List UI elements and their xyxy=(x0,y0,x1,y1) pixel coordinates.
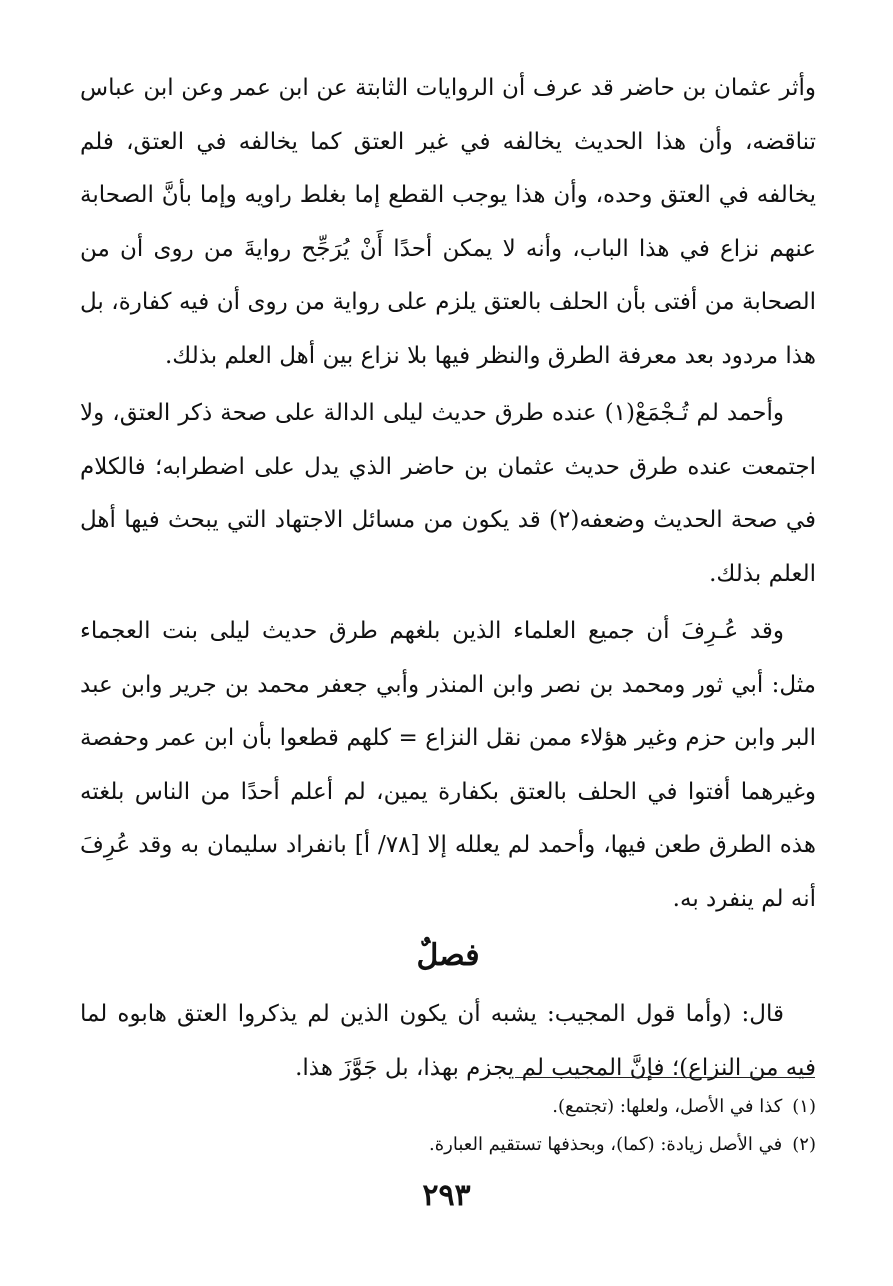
footnote-1 xyxy=(80,1088,816,1126)
footnote-text: في الأصل زيادة: (كما)، وبحذفها تستقيم العبارة. xyxy=(429,1134,783,1155)
page-body xyxy=(80,62,816,1095)
footnote-number: (١) xyxy=(792,1096,816,1117)
footnote-2 xyxy=(80,1126,816,1164)
paragraph-uthman-ibn-hadir: وأثر عثمان بن حاضر قد عرف أن الروايات الثابتة عن ابن عمر وعن ابن عباس تناقضه، وأن هذا الحديث يخالفه في غير العتق كما يخالفه في العتق، فلم يخالفه في العتق وحده، وأن هذا يوجب القطع إما بغلط راويه وإما بأنَّ الصحابة عنهم نزاع في هذا الباب، وأنه لا يمكن أحدًا أَنْ يُرَجِّح روايةَ من روى أن من الصحابة من أفتى بأن الحلف بالعتق يلزم على رواية من روى أن فيه كفارة، بل هذا مردود بعد معرفة الطرق والنظر فيها بلا نزاع بين أهل العلم بذلك. xyxy=(80,75,816,369)
footnote-text: كذا في الأصل، ولعلها: (تجتمع). xyxy=(552,1096,783,1117)
page-number: ٢٩٣ xyxy=(422,1178,471,1213)
paragraph-scholars-known: وقد عُـرِفَ أن جميع العلماء الذين بلغهم طرق حديث ليلى بنت العجماء مثل: أبي ثور ومحمد بن نصر وابن المنذر وأبي جعفر محمد بن جرير وابن عبد البر وابن حزم وغير هؤلاء ممن نقل النزاع = كلهم قطعوا بأن ابن عمر وحفصة وغيرهما أفتوا في الحلف بالعتق بكفارة يمين، لم أعلم أحدًا من الناس بلغته هذه الطرق طعن فيها، وأحمد لم يعلله إلا [٧٨/ أ] بانفراد سليمان به وقد عُرِفَ أنه لم ينفرد به. xyxy=(80,618,817,912)
paragraph-ahmad-layla-hadith: وأحمد لم تُـجْمَعْ(١) عنده طرق حديث ليلى الدالة على صحة ذكر العتق، ولا اجتمعت عنده طرق حديث عثمان بن حاضر الذي يدل على اضطرابه؛ فالكلام في صحة الحديث وضعفه(٢) قد يكون من مسائل الاجتهاد التي يبحث فيها أهل العلم بذلك. xyxy=(80,400,816,587)
footnote-number: (٢) xyxy=(792,1134,816,1155)
footnote-divider xyxy=(515,1077,815,1078)
section-heading: فصلٌ xyxy=(416,938,480,973)
footnotes xyxy=(80,1088,816,1164)
paragraph-section-opening: قال: (وأما قول المجيب: يشبه أن يكون الذين لم يذكروا العتق هابوه لما فيه من النزاع)؛ فإنَّ المجيب لم يجزم بهذا، بل جَوَّزَ هذا. xyxy=(80,1001,816,1081)
